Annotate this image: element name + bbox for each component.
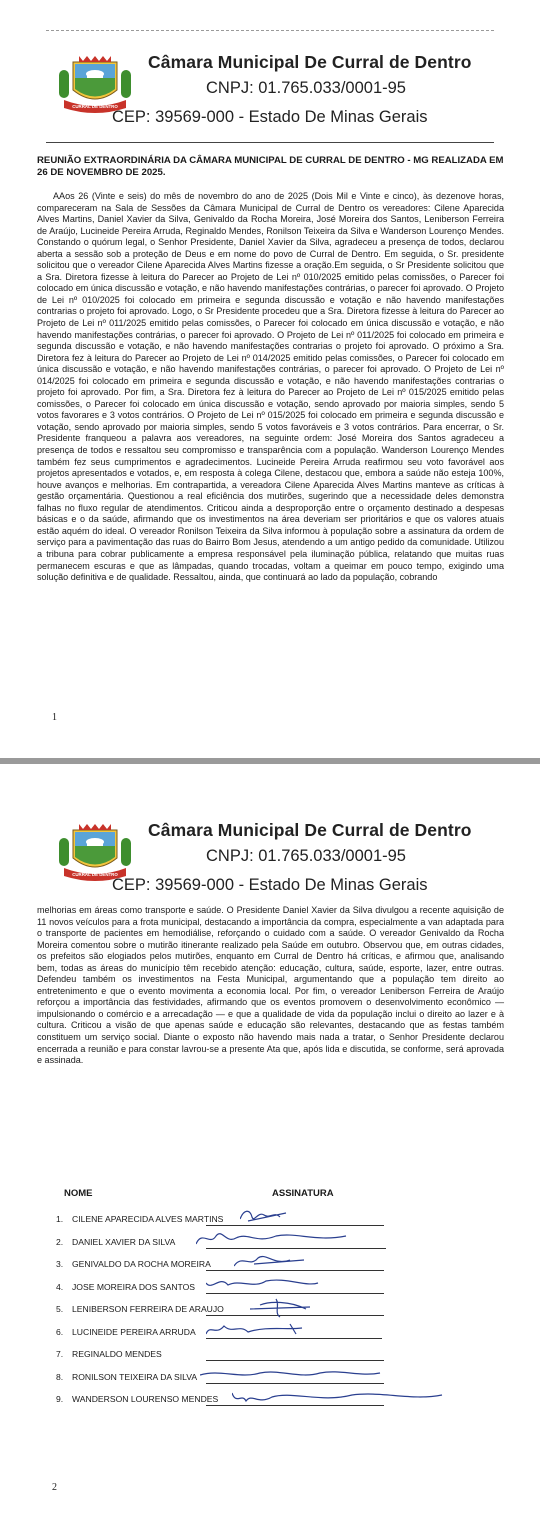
signature-row-number: 8. — [56, 1371, 64, 1382]
signature-col-signature: ASSINATURA — [272, 1188, 334, 1199]
handwritten-signature — [206, 1319, 316, 1341]
org-name: Câmara Municipal De Curral de Dentro — [148, 52, 472, 72]
handwritten-signature — [240, 1206, 300, 1228]
handwritten-signature — [232, 1386, 452, 1408]
signature-row-number: 9. — [56, 1394, 64, 1404]
top-dashed-rule — [46, 30, 494, 31]
page-number-1: 1 — [52, 712, 57, 723]
signatory-name: LUCINEIDE PEREIRA ARRUDA — [72, 1326, 196, 1337]
handwritten-signature — [200, 1364, 390, 1386]
signatory-name: REGINALDO MENDES — [72, 1349, 162, 1359]
logo-ribbon-text: CURRAL DE DENTRO — [72, 872, 118, 877]
signatory-name: JOSE MOREIRA DOS SANTOS — [72, 1281, 196, 1292]
signature-row — [56, 1300, 456, 1320]
minutes-body-page-2: melhorias em áreas como transporte e saúde. O Presidente Daniel Xavier da Silva divulgou a recente aquisição de 11 novos veículos para a frota municipal, destacando a importância da compra, especialmente a van adaptada para o transporte de pacientes em hemodiálise, reforçando o cuidado com a saúde. O vereador Genivaldo da Rocha Moreira comentou sobre o mutirão itinerante realizado pela Saúde em outubro. Observou que, em outras cidades, os prefeitos são elogiados pelos mutirões, enquanto em Curral de Dentro há críticas, e afirmou que, analisando bem, todas as áreas do município têm recebido atenção: educação, cultura, saúde, esporte, lazer, entre outras. Defendeu também os investimentos na Festa Municipal, argumentando que a população tem direito ao entretenimento e que o evento movimenta a economia local. Por fim, o vereador Leniberson Ferreira de Araújo reforçou a importância das festividades, afirmando que os eventos promovem o desenvolvimento econômico — impulsionando o comércio e a arrecadação — e que a qualidade de vida da população inclui o direito ao lazer e à cultura. Criticou a visão de que apenas saúde e educação são relevantes, destacando que as festas também constituem um serviço social. Diante o exposto não havendo mais nada a tratar, o Senhor Presidente declarou encerrada a reunião e para constar lavrou-se a presente Ata que, após lida e discutida, se conforme, será aprovada e assinada. — [37, 905, 504, 1066]
letterhead — [0, 48, 540, 158]
signature-row-number: 2. — [56, 1236, 64, 1247]
page-number-2: 2 — [52, 1482, 57, 1493]
signature-row-number: 3. — [56, 1259, 64, 1269]
signature-row-number: 5. — [56, 1304, 64, 1314]
signatory-name: DANIEL XAVIER DA SILVA — [72, 1236, 176, 1247]
signature-row-number: 1. — [56, 1214, 64, 1224]
handwritten-signature — [196, 1229, 356, 1251]
cep-state: CEP: 39569-000 - Estado De Minas Gerais — [112, 876, 428, 894]
signature-row — [56, 1233, 456, 1253]
signatory-name: LENIBERSON FERREIRA DE ARAUJO — [72, 1304, 224, 1314]
document-page-1 — [0, 0, 540, 758]
logo-ribbon-text: CURRAL DE DENTRO — [72, 104, 118, 109]
meeting-title: REUNIÃO EXTRAORDINÁRIA DA CÂMARA MUNICIPAL DE CURRAL DE DENTRO - MG REALIZADA EM 26 DE NOVEMBRO DE 2025. — [37, 155, 504, 178]
signature-row — [56, 1255, 456, 1275]
signature-row — [56, 1390, 456, 1410]
signatory-name: CILENE APARECIDA ALVES MARTINS — [72, 1214, 224, 1224]
minutes-body-page-1: AAos 26 (Vinte e seis) do mês de novembro do ano de 2025 (Dois Mil e Vinte e cinco), às dezenove horas, compareceram na Sala de Sessões da Câmara Municipal de Curral de Dentro os vereadores: Cilene Aparecida Alves Martins, Daniel Xavier da Silva, Genivaldo da Rocha Moreira, José Moreira dos Santos, Leniberson Ferreira de Araújo, Lucineide Pereira Arruda, Reginaldo Mendes, Ronilson Teixeira da Silva e Wanderson Lourenço Mendes. Constando o quórum legal, o Senhor Presidente, Daniel Xavier da Silva, agradeceu a presença de todos, declarou aberta a sessão sob a proteção de Deus e em nome do povo de Curral de Dentro. Em seguida, o Sr. presidente solicitou que o vereador Cilene Aparecida Alves Martins fizesse a oração.Em seguida, o Sr Presidente solicitou que a Sra. Diretora fizesse à leitura do Parecer ao Projeto de Lei nº 010/2025 emitido pelas comissões, o Parecer foi colocado em única discussão e votação, e não havendo manifestações contrárias, o parecer foi aprovado. O Projeto de Lei nº 010/2025 foi colocado em primeira e segunda discussão e votação e não havendo manifestações contrarias o projeto foi aprovado. Logo, o Sr Presidente procedeu que a Sra. Diretora fizesse à leitura do Parecer ao Projeto de Lei nº 011/2025 emitido pelas comissões, o Parecer foi colocado em única discussão e votação, e não havendo manifestações contrárias, o parecer foi aprovado. O Projeto de Lei nº 011/2025 foi colocado em primeira e segunda discussão e votação, e não havendo manifestações contrarias o projeto foi aprovado. O próximo a Sra. Diretora fez à leitura do Parecer ao Projeto de Lei nº 014/2025 emitido pelas comissões, o Parecer foi colocado em única discussão e votação, e não havendo manifestações contrárias, o parecer foi aprovado. O Projeto de Lei nº 014/2025 foi colocado em primeira e segunda discussão e votação, e não havendo manifestações contrarias o projeto foi aprovado. Por fim, a Sra. Diretora fez à leitura do Parecer ao Projeto de Lei nº 015/2025 emitido pelas comissões, o Parecer foi colocado em única discussão e votação, sendo aprovado por maioria simples, sendo 5 votos favorares e 3 votos contrários. O Projeto de Lei nº 015/2025 foi colocado em primeira e segunda discussão e votação, sendo aprovado por maioria simples, sendo 5 votos favoráveis e 3 votos contrários. Para encerrar, o Sr. Presidente franqueou a palavra aos vereadores, na seguinte ordem: José Moreira dos Santos agradeceu a presença de todos e ressaltou seu compromisso e transparência com a população. Wanderson Lourenço Mendes também fez seus cumprimentos e agradecimentos. Lucineide Pereira Arruda reafirmou seu voto favorável aos projetos apresentados e votados, e, em resposta à colega Cilene, destacou que, embora a saúde não esteja 100%, houve avanços e melhorias. Em contrapartida, a vereadora Cilene Aparecida Alves Martins manteve as críticas à gestão orçamentária. Questionou a real eficiência dos mutirões, sugerindo que a necessidade deles demonstra falhas no fluxo regular de atendimentos. Criticou ainda a desproporção entre o orçamento destinado a despesas básicas e o da saúde, afirmando que os investimentos na área deveriam ser prioritários e que os valores atuais estão aquém do ideal. O vereador Ronilson Teixeira da Silva informou à população sobre a assinatura da ordem de serviço para a pavimentação das ruas do Bairro Bom Jesus, atendendo a um antigo pedido da comunidade. Utilizou a tribuna para cobrar publicamente a empresa responsável pela iluminação pública, relatando que muitas ruas permanecem escuras e que as lâmpadas, quando trocadas, voltam a queimar em pouco tempo, exigindo uma solução definitiva e de qualidade. Ressaltou, ainda, que continuará ao lado da população, cobrando — [37, 191, 504, 583]
cnpj: CNPJ: 01.765.033/0001-95 — [206, 847, 406, 865]
signature-row-number: 4. — [56, 1281, 64, 1292]
signature-row-number: 7. — [56, 1349, 64, 1359]
header-rule — [46, 142, 494, 143]
org-name: Câmara Municipal De Curral de Dentro — [148, 820, 472, 840]
cep-state: CEP: 39569-000 - Estado De Minas Gerais — [112, 108, 428, 126]
document-page-2 — [0, 764, 540, 1524]
signature-row — [56, 1210, 456, 1230]
signature-col-name: NOME — [64, 1188, 93, 1199]
signature-row — [56, 1345, 456, 1365]
signatory-name: WANDERSON LOURENSO MENDES — [72, 1394, 219, 1404]
cnpj: CNPJ: 01.765.033/0001-95 — [206, 79, 406, 97]
signature-row — [56, 1323, 456, 1343]
signature-row — [56, 1368, 456, 1388]
handwritten-signature — [206, 1274, 326, 1296]
signature-row-number: 6. — [56, 1326, 64, 1337]
handwritten-signature — [234, 1251, 314, 1273]
signature-line — [206, 1360, 384, 1361]
signatory-name: GENIVALDO DA ROCHA MOREIRA — [72, 1259, 211, 1269]
handwritten-signature — [250, 1296, 320, 1318]
signatory-name: RONILSON TEIXEIRA DA SILVA — [72, 1371, 198, 1382]
signature-row — [56, 1278, 456, 1298]
